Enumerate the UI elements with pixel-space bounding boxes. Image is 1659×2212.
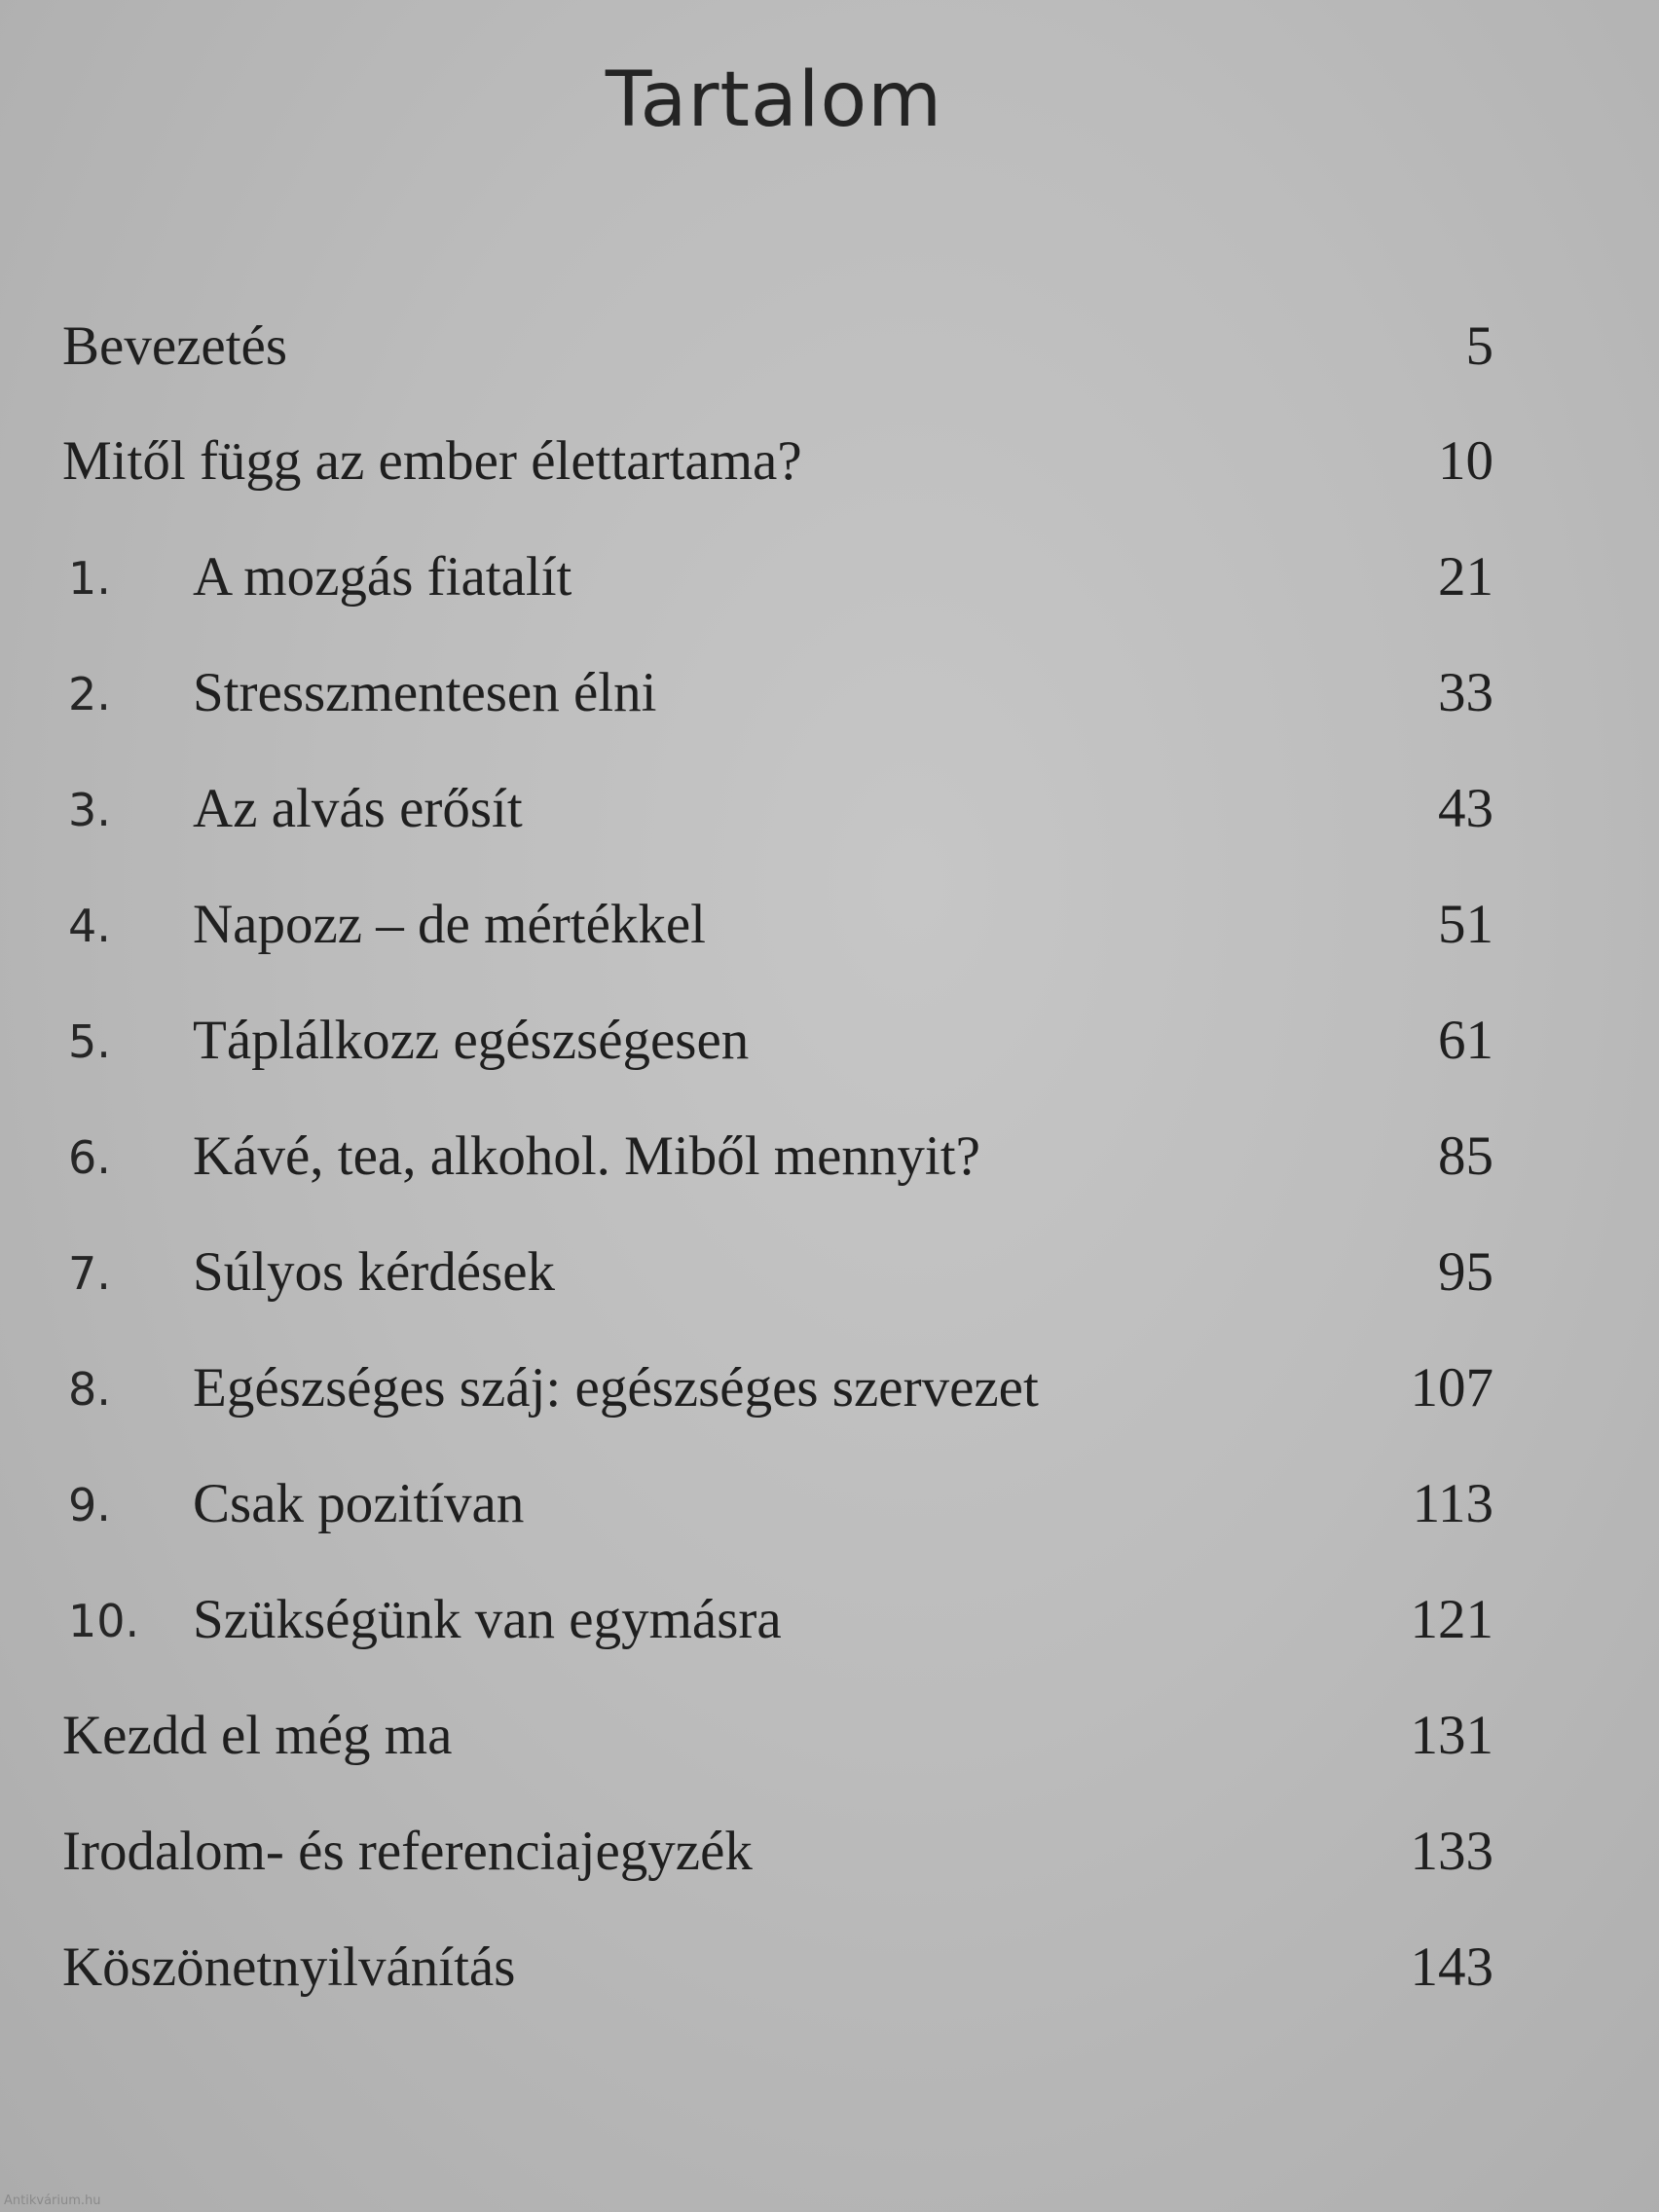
toc-entry [62,1813,1493,1891]
toc-entry-title: Egészséges száj: egészséges szervezet [193,1357,1039,1419]
toc-entry-number: 10. [68,1595,140,1647]
toc-entry-number: 8. [68,1363,111,1416]
toc-entry-number: 3. [68,784,111,836]
watermark: Antikvárium.hu [4,2194,101,2208]
toc-entry-title: A mozgás fiatalít [193,546,572,608]
toc-entry [62,308,1493,386]
toc-entry [62,1118,1493,1196]
toc-entry [62,1697,1493,1775]
toc-entry-number: 2. [68,668,111,720]
toc-entry-page: 95 [1438,1241,1493,1303]
toc-entry-title: Az alvás erősít [193,778,523,839]
toc-entry [62,1929,1493,2007]
toc-entry [62,1234,1493,1311]
toc-entry-title: Szükségünk van egymásra [193,1589,782,1650]
toc-entry [62,423,1493,500]
toc-entry-page: 5 [1465,315,1493,377]
toc-entry-number: 6. [68,1131,111,1184]
toc-entry-number: 5. [68,1015,111,1068]
toc-entry-number: 9. [68,1479,111,1531]
toc-entry [62,654,1493,732]
toc-entry [62,1465,1493,1543]
toc-entry-title: Kezdd el még ma [62,1705,453,1766]
toc-entry-page: 107 [1410,1357,1493,1419]
toc-entry-number: 4. [68,900,111,952]
toc-entry-title: Napozz – de mértékkel [193,894,706,955]
toc-entry-title: Köszönetnyilvánítás [62,1936,516,1998]
toc-entry-number: 7. [68,1247,111,1300]
toc-entry-page: 43 [1438,778,1493,839]
toc-entry-page: 121 [1410,1589,1493,1650]
toc-entry-page: 33 [1438,662,1493,723]
toc-entry [62,1002,1493,1080]
toc-entry-page: 131 [1410,1705,1493,1766]
toc-entry-title: Stresszmentesen élni [193,662,657,723]
toc-entry-number: 1. [68,552,111,605]
toc-entry-page: 85 [1438,1125,1493,1187]
toc-entry-title: Irodalom- és referenciajegyzék [62,1821,753,1882]
toc-entry [62,1349,1493,1427]
toc-entry [62,770,1493,848]
toc-entry-page: 133 [1410,1821,1493,1882]
toc-entry-title: Csak pozitívan [193,1473,525,1534]
toc-entry-title: Bevezetés [62,315,288,377]
toc-entry [62,886,1493,964]
toc-entry-page: 21 [1438,546,1493,608]
toc-entry-page: 10 [1438,430,1493,492]
toc-entry-title: Kávé, tea, alkohol. Miből mennyit? [193,1125,980,1187]
toc-entry-page: 113 [1412,1473,1493,1534]
toc-entry-title: Mitől függ az ember élettartama? [62,430,802,492]
toc-entry-page: 61 [1438,1010,1493,1071]
toc-entry-page: 143 [1410,1936,1493,1998]
page-title: Tartalom [605,56,943,144]
toc-entry [62,538,1493,616]
toc-entry [62,1581,1493,1659]
toc-entry-page: 51 [1438,894,1493,955]
toc-entry-title: Táplálkozz egészségesen [193,1010,750,1071]
toc-entry-title: Súlyos kérdések [193,1241,556,1303]
